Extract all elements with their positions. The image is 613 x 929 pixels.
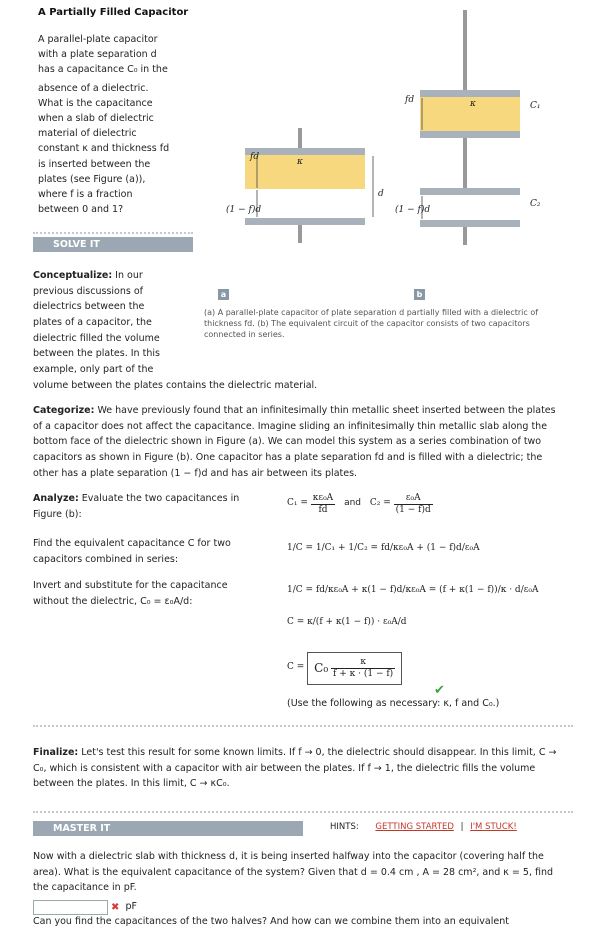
conceptualize-line: dielectrics between the xyxy=(33,301,145,313)
figure-a-diagram xyxy=(215,128,390,243)
intro-line: A parallel-plate capacitor xyxy=(38,34,158,45)
c2-label: C₂ xyxy=(530,199,541,209)
variables-note: (Use the following as necessary: κ, f and C₀.) xyxy=(287,698,500,709)
c1-numerator: κε₀A xyxy=(312,493,334,503)
divider xyxy=(33,811,573,813)
c2-lhs: C₂ = xyxy=(369,498,391,509)
intro-line: constant κ and thickness fd xyxy=(38,143,170,155)
finalize-text: Let's test this result for some known limits. If f → 0, the dielectric should disappear. In this limit, C → C₀, which is consistent with a capacitor with air between the plates. If f → 1, the dielectric fills the volume between the plates. In this limit, C → κC₀. xyxy=(33,747,557,790)
d-label: d xyxy=(378,189,384,199)
conceptualize-line: plates of a capacitor, the xyxy=(33,317,152,329)
dielectric-slab xyxy=(245,155,365,189)
categorize-text: We have previously found that an infinitesimally thin metallic sheet inserted between the plates of a capacitor does not affect the capacitance. Imagine sliding an infinitesimally thin metallic slab along the bottom face of the dielectric shown in Figure (a). We can model this system as a series combination of two capacitors as shown in Figure (b). One capacitor has a plate separation fd and is filled with a dielectric; the other has a plate separation (1 − f)d and has air between its plates. xyxy=(33,405,556,479)
c1-top-plate xyxy=(420,90,520,97)
finalize-section xyxy=(33,745,563,792)
divider xyxy=(33,725,573,727)
intro-line: with a plate separation d xyxy=(38,49,157,61)
intro-line: between 0 and 1? xyxy=(38,204,124,216)
fd-label-a: fd xyxy=(250,152,260,162)
figure-b-badge: b xyxy=(414,289,425,300)
page-title: A Partially Filled Capacitor xyxy=(38,7,189,18)
and-word: and xyxy=(344,498,361,509)
equation-invert: 1/C = fd/κε₀A + κ(1 − f)d/κε₀A = (f + κ(1 − f))/κ · d/ε₀A xyxy=(287,585,539,595)
conceptualize-section xyxy=(33,268,573,393)
problem-intro xyxy=(38,32,196,217)
categorize-section xyxy=(33,403,563,481)
c1-label: C₁ xyxy=(530,101,541,111)
categorize-label: Categorize: xyxy=(33,405,95,416)
analyze-label: Analyze: xyxy=(33,493,79,504)
intro-line: What is the capacitance xyxy=(38,97,153,109)
analyze-step-3: Invert and substitute for the capacitance without the dielectric, C₀ = ε₀A/d: xyxy=(33,580,228,607)
answer-numerator: κ xyxy=(331,657,395,669)
figure-a-badge: a xyxy=(218,289,229,300)
conceptualize-line: example, only part of the xyxy=(33,364,154,376)
c2-bottom-plate xyxy=(420,220,520,227)
equation-series: 1/C = 1/C₁ + 1/C₂ = fd/κε₀A + (1 − f)d/ε₀A xyxy=(287,543,480,553)
correct-check-icon: ✔ xyxy=(434,683,445,698)
answer-field[interactable] xyxy=(307,652,402,685)
answer-denominator: f + κ · (1 − f) xyxy=(333,668,394,679)
figure-caption: (a) A parallel-plate capacitor of plate separation d partially filled with a dielectric of thickness fd. (b) The equivalent circuit of the capacitor consists of two capacitors connected in series. xyxy=(204,308,539,340)
intro-line: has a capacitance C₀ in the xyxy=(38,64,168,76)
answer-row xyxy=(287,652,402,686)
im-stuck-link[interactable]: I'M STUCK! xyxy=(470,822,517,832)
getting-started-link[interactable]: GETTING STARTED xyxy=(375,822,454,832)
analyze-step-2: Find the equivalent capacitance C for two capacitors combined in series: xyxy=(33,538,231,565)
unit-label: pF xyxy=(125,901,137,913)
master-it-banner: MASTER IT xyxy=(33,821,303,836)
hints-separator: | xyxy=(460,822,464,832)
capacitance-input[interactable] xyxy=(33,900,108,915)
solve-it-banner: SOLVE IT xyxy=(33,237,193,252)
c2-numerator: ε₀A xyxy=(394,493,433,505)
kappa-label-a: κ xyxy=(297,157,303,167)
master-answer-row xyxy=(33,900,137,916)
conceptualize-line: In our xyxy=(115,270,143,281)
hints-label: HINTS: xyxy=(330,822,359,832)
conceptualize-line: volume between the plates contains the dielectric material. xyxy=(33,379,318,391)
wrong-x-icon: ✖ xyxy=(111,902,120,913)
equation-capacitances xyxy=(287,493,433,516)
c1-lhs: C₁ = xyxy=(287,498,308,509)
analyze-step-1 xyxy=(33,491,248,522)
intro-line: where f is a fraction xyxy=(38,188,133,200)
intro-line: material of dielectric xyxy=(38,128,137,140)
intro-line: plates (see Figure (a)), xyxy=(38,173,146,185)
conceptualize-line: between the plates. In this xyxy=(33,348,160,360)
bottom-plate xyxy=(245,218,365,225)
fd-label-b: fd xyxy=(405,95,415,105)
divider xyxy=(33,232,193,234)
gap-label-a: (1 − f)d xyxy=(226,205,262,215)
master-question: Now with a dielectric slab with thickness d, it is being inserted halfway into the capacitor (covering half the area). What is the equivalent capacitance of the system? Given that d = 0.4 cm , A = 28 cm², and κ = 5, find the capacitance in pF. xyxy=(33,851,554,894)
conceptualize-line: previous discussions of xyxy=(33,285,143,297)
analyze-step1-text: Evaluate the two capacitances in Figure (b): xyxy=(33,493,240,520)
c2-denominator: (1 − f)d xyxy=(395,504,431,515)
finalize-label: Finalize: xyxy=(33,747,79,758)
hints-bar xyxy=(330,821,517,834)
top-plate xyxy=(245,148,365,155)
equation-result: C = κ/(f + κ(1 − f)) · ε₀A/d xyxy=(287,617,407,627)
answer-prefix: C = xyxy=(287,662,305,673)
intro-line: when a slab of dielectric xyxy=(38,112,154,124)
intro-line: is inserted between the xyxy=(38,158,151,170)
feedback-text: Can you find the capacitances of the two halves? And how can we combine them into an equivalent xyxy=(33,916,509,927)
c1-denominator: fd xyxy=(318,504,328,515)
c2-top-plate xyxy=(420,188,520,195)
answer-c0: C₀ xyxy=(314,661,329,675)
gap-label-b: (1 − f)d xyxy=(395,205,431,215)
conceptualize-line: dielectric filled the volume xyxy=(33,332,160,344)
c1-bottom-plate xyxy=(420,131,520,138)
conceptualize-label: Conceptualize: xyxy=(33,270,113,281)
kappa-label-b: κ xyxy=(470,99,476,109)
intro-line: absence of a dielectric. xyxy=(38,82,149,94)
